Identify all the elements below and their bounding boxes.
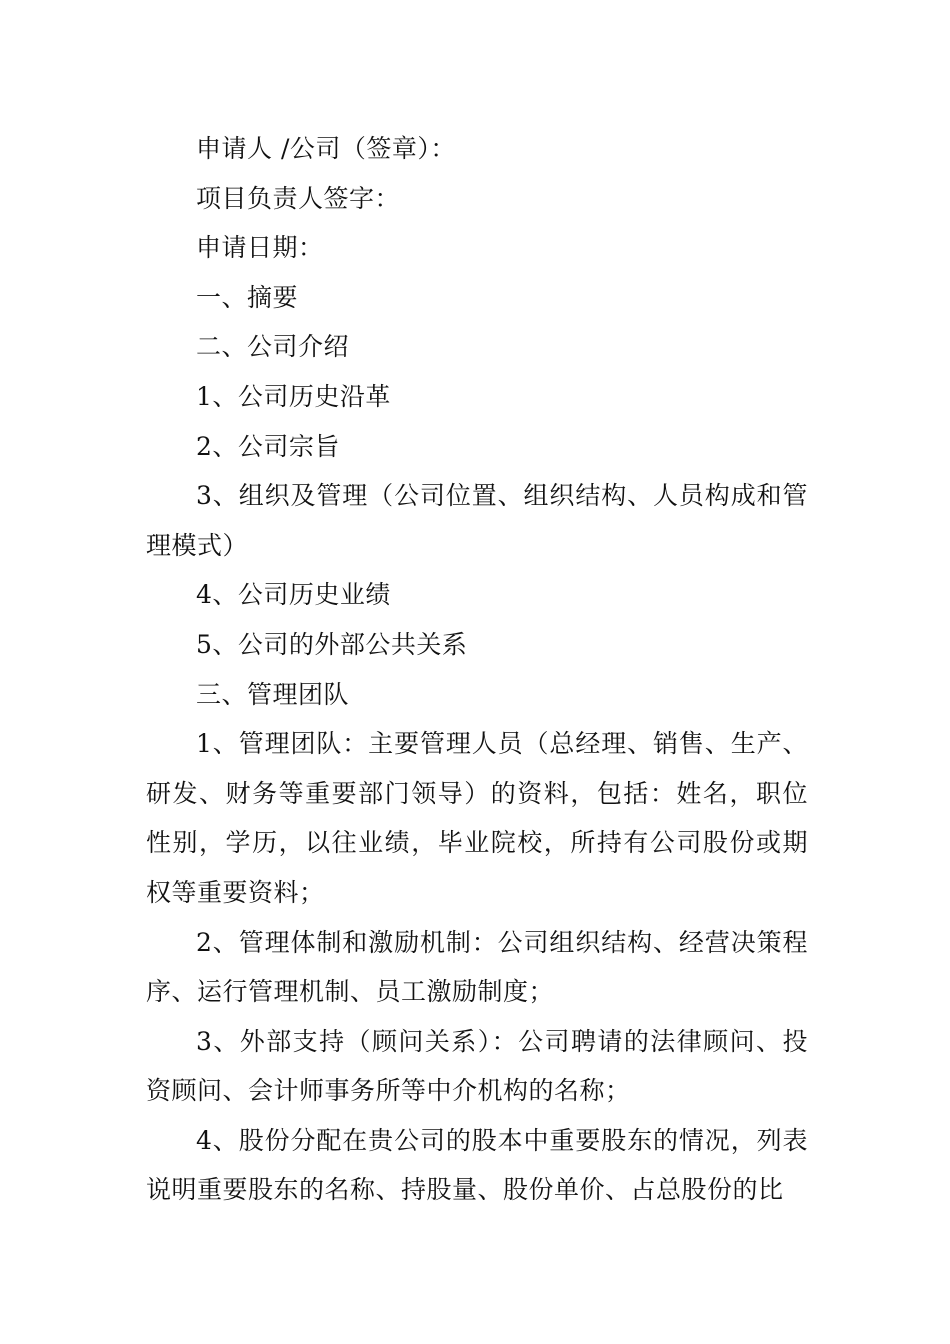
list-item-management-team: 1、管理团队：主要管理人员（总经理、销售、生产、研发、财务等重要部门领导）的资料，包括：姓名，职位性别，学历，以往业绩，毕业院校，所持有公司股份或期权等重要资料； xyxy=(146,729,808,907)
project-lead-signature-line: 项目负责人签字： xyxy=(196,183,401,213)
application-date-line: 申请日期： xyxy=(196,233,324,263)
section-heading-summary: 一、摘要 xyxy=(196,282,299,312)
list-item-company-history: 1、公司历史沿革 xyxy=(196,381,391,411)
list-item-company-purpose: 2、公司宗旨 xyxy=(196,431,340,461)
list-item-management-system: 2、管理体制和激励机制：公司组织结构、经营决策程序、运行管理机制、员工激励制度； xyxy=(146,927,808,1007)
list-item-organization-management: 3、组织及管理（公司位置、组织结构、人员构成和管理模式） xyxy=(146,481,808,560)
list-item-company-performance: 4、公司历史业绩 xyxy=(196,580,391,610)
section-heading-company-intro: 二、公司介绍 xyxy=(196,332,350,362)
section-heading-management-team: 三、管理团队 xyxy=(196,679,350,709)
list-item-share-distribution: 4、股份分配在贵公司的股本中重要股东的情况，列表说明重要股东的名称、持股量、股份单价、占总股份的比 xyxy=(146,1125,808,1205)
list-item-external-support: 3、外部支持（顾问关系）：公司聘请的法律顾问、投资顾问、会计师事务所等中介机构的名称； xyxy=(146,1026,808,1106)
list-item-public-relations: 5、公司的外部公共关系 xyxy=(196,629,468,659)
applicant-company-seal-line: 申请人 /公司（签章）： xyxy=(196,134,456,163)
document-body xyxy=(146,124,808,1215)
